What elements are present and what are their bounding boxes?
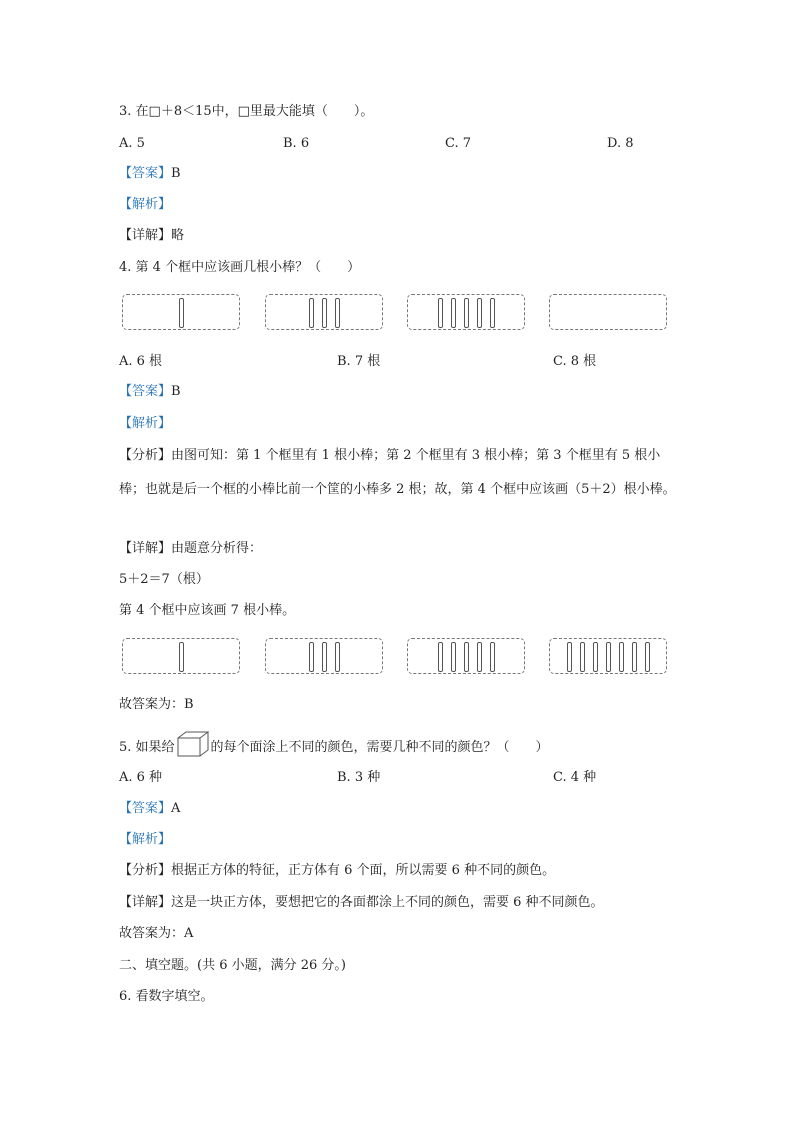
- q3-option-d: D. 8: [607, 136, 634, 151]
- stick-frame-3: [407, 638, 525, 674]
- stick: [451, 642, 456, 672]
- fenxi-tag: 【分析】: [119, 863, 172, 878]
- q4-option-b: B. 7 根: [337, 354, 381, 369]
- stick: [619, 642, 624, 672]
- stick: [335, 298, 340, 328]
- q5-stem-before: 5. 如果给: [119, 740, 175, 755]
- stick: [490, 642, 495, 672]
- analysis-tag: 【解析】: [119, 416, 172, 431]
- stick: [322, 298, 327, 328]
- stick: [580, 642, 585, 672]
- q3-option-a: A. 5: [119, 136, 145, 151]
- stick: [645, 642, 650, 672]
- detail-tag: 【详解】: [119, 228, 172, 243]
- stick: [477, 298, 482, 328]
- fenxi-text: 由图可知：第 1 个框里有 1 根小棒；第 2 个框里有 3 根小棒；第 3 个框里有 5 根小棒；也就是后一个框的小棒比前一个筐的小棒多 2 根；故，第 4 个框中应该画（5＋2）根小棒。: [119, 448, 676, 497]
- section-heading: 二、填空题。(共 6 小题，满分 26 分。): [119, 958, 346, 973]
- stick: [179, 298, 184, 328]
- q4-fenxi: [119, 439, 677, 507]
- stick-frame-4: [549, 294, 667, 330]
- stick: [179, 642, 184, 672]
- q3-detail: [119, 226, 184, 246]
- stick-frame-1: [122, 638, 240, 674]
- detail-text: 由题意分析得：: [171, 541, 263, 556]
- cube-icon: [176, 730, 210, 765]
- q3-option-b: B. 6: [283, 136, 310, 151]
- q6-stem: 6. 看数字填空。: [119, 989, 214, 1004]
- stick: [632, 642, 637, 672]
- stick: [438, 642, 443, 672]
- stick: [477, 642, 482, 672]
- q4-stem: 4. 第 4 个框中应该画几根小棒？（ ）: [119, 260, 361, 275]
- q5-option-b: B. 3 种: [337, 770, 381, 785]
- q4-calc: 5＋2＝7（根）: [119, 572, 209, 587]
- stick: [309, 642, 314, 672]
- detail-text: 略: [171, 228, 185, 243]
- detail-tag: 【详解】: [119, 895, 172, 910]
- stick: [593, 642, 598, 672]
- q4-final: 故答案为：B: [119, 697, 194, 712]
- stick-frame-2: [265, 638, 383, 674]
- q5-stem-after: 的每个面涂上不同的颜色，需要几种不同的颜色？（ ）: [210, 740, 549, 755]
- detail-tag: 【详解】: [119, 541, 172, 556]
- analysis-tag: 【解析】: [119, 832, 172, 847]
- stick: [464, 642, 469, 672]
- stick: [438, 298, 443, 328]
- q3-stem: 3. 在□＋8＜15中，□里最大能填（ ）。: [119, 104, 374, 119]
- q3-analysis: [119, 195, 171, 215]
- answer-tag: 【答案】: [119, 166, 172, 181]
- stick-frame-4: [549, 638, 667, 674]
- stick: [464, 298, 469, 328]
- q5-option-a: A. 6 种: [119, 770, 163, 785]
- answer-value: A: [171, 801, 181, 816]
- q4-answer: [119, 382, 181, 402]
- q4-conclusion: 第 4 个框中应该画 7 根小棒。: [119, 603, 296, 618]
- fenxi-tag: 【分析】: [119, 448, 172, 463]
- answer-tag: 【答案】: [119, 801, 172, 816]
- stick: [335, 642, 340, 672]
- q5-final: 故答案为：A: [119, 926, 194, 941]
- stick: [322, 642, 327, 672]
- answer-value: B: [171, 384, 181, 399]
- stick-frames-solution: [119, 636, 679, 680]
- stick: [567, 642, 572, 672]
- stick: [606, 642, 611, 672]
- q5-option-c: C. 4 种: [553, 770, 597, 785]
- stick: [451, 298, 456, 328]
- answer-tag: 【答案】: [119, 384, 172, 399]
- fenxi-text: 根据正方体的特征，正方体有 6 个面，所以需要 6 种不同的颜色。: [171, 863, 556, 878]
- q5-detail: [119, 893, 604, 913]
- stick-frames-question: [119, 292, 679, 336]
- detail-text: 这是一块正方体，要想把它的各面都涂上不同的颜色，需要 6 种不同颜色。: [171, 895, 604, 910]
- q3-option-c: C. 7: [445, 136, 472, 151]
- analysis-tag: 【解析】: [119, 197, 172, 212]
- stick-frame-2: [265, 294, 383, 330]
- q5-fenxi: [119, 861, 555, 881]
- stick-frame-3: [407, 294, 525, 330]
- q4-option-c: C. 8 根: [553, 354, 597, 369]
- q5-analysis: [119, 830, 171, 850]
- q4-analysis: [119, 414, 171, 434]
- stick-frame-1: [122, 294, 240, 330]
- q4-detail: [119, 539, 262, 559]
- q5-stem: [119, 730, 549, 765]
- answer-value: B: [171, 166, 181, 181]
- stick: [490, 298, 495, 328]
- stick: [309, 298, 314, 328]
- q3-answer: [119, 164, 181, 184]
- q5-answer: [119, 799, 180, 819]
- q4-option-a: A. 6 根: [119, 354, 163, 369]
